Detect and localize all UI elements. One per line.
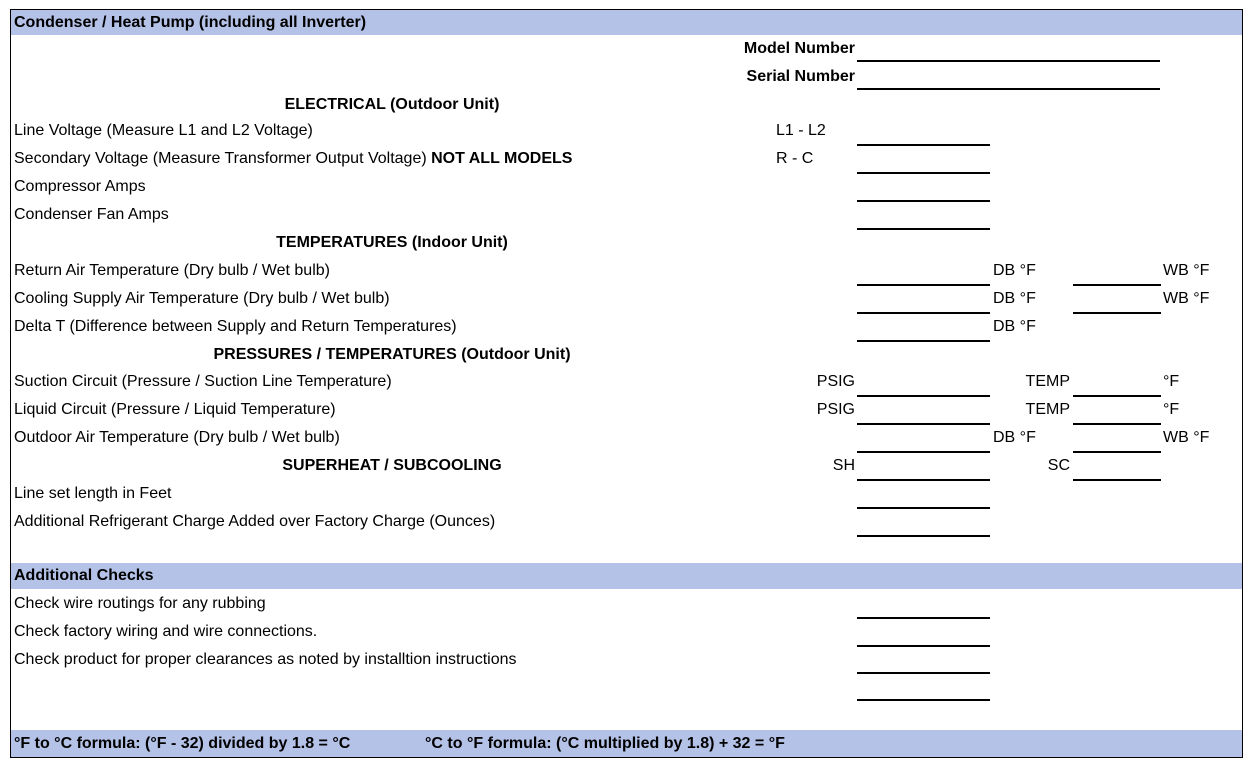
condenser-header: Condenser / Heat Pump (including all Inverter) [14, 14, 367, 31]
return-air-wb-unit: WB °F [1163, 262, 1210, 279]
cooling-supply-label: Cooling Supply Air Temperature (Dry bulb / Wet bulb) [14, 290, 390, 307]
cooling-supply-db-field[interactable] [857, 312, 990, 314]
clearances-label: Check product for proper clearances as noted by installtion instructions [14, 651, 517, 668]
secondary-voltage-label: Secondary Voltage (Measure Transformer Output Voltage) [14, 150, 427, 167]
cooling-supply-wb-unit: WB °F [1163, 290, 1210, 307]
sc-label: SC [1047, 457, 1070, 474]
superheat-field[interactable] [857, 479, 990, 481]
extra-check-field[interactable] [857, 699, 990, 701]
suction-psig-field[interactable] [857, 395, 990, 397]
subcooling-field[interactable] [1073, 479, 1161, 481]
l1-l2-label: L1 - L2 [776, 122, 826, 139]
serial-number-field[interactable] [857, 88, 1160, 90]
cooling-supply-db-unit: DB °F [993, 290, 1036, 307]
delta-t-field[interactable] [857, 340, 990, 342]
serial-number-label: Serial Number [746, 68, 855, 85]
liquid-psig-field[interactable] [857, 423, 990, 425]
liquid-circuit-label: Liquid Circuit (Pressure / Liquid Temperature) [14, 401, 336, 418]
delta-t-db-unit: DB °F [993, 318, 1036, 335]
additional-charge-field[interactable] [857, 535, 990, 537]
wire-routings-label: Check wire routings for any rubbing [14, 595, 266, 612]
outdoor-air-label: Outdoor Air Temperature (Dry bulb / Wet bulb) [14, 429, 340, 446]
line-voltage-label: Line Voltage (Measure L1 and L2 Voltage) [14, 122, 313, 139]
line-set-length-label: Line set length in Feet [14, 485, 172, 502]
outdoor-air-db-field[interactable] [857, 451, 990, 453]
liquid-psig-label: PSIG [816, 401, 855, 418]
r-c-label: R - C [776, 150, 814, 167]
liquid-temp-field[interactable] [1073, 423, 1161, 425]
electrical-heading: ELECTRICAL (Outdoor Unit) [284, 96, 500, 113]
outdoor-air-wb-unit: WB °F [1163, 429, 1210, 446]
c-to-f-formula: °C to °F formula: (°C multiplied by 1.8) + 32 = °F [425, 735, 785, 752]
liquid-temp-label: TEMP [1025, 401, 1070, 418]
compressor-amps-field[interactable] [857, 200, 990, 202]
temperatures-heading: TEMPERATURES (Indoor Unit) [276, 234, 508, 251]
additional-charge-label: Additional Refrigerant Charge Added over Factory Charge (Ounces) [14, 513, 496, 530]
return-air-label: Return Air Temperature (Dry bulb / Wet bulb) [14, 262, 330, 279]
outdoor-air-db-unit: DB °F [993, 429, 1036, 446]
factory-wiring-label: Check factory wiring and wire connections. [14, 623, 318, 640]
suction-temp-field[interactable] [1073, 395, 1161, 397]
sh-label: SH [832, 457, 855, 474]
suction-temp-unit: °F [1163, 373, 1180, 390]
pressures-heading: PRESSURES / TEMPERATURES (Outdoor Unit) [213, 346, 571, 363]
outdoor-air-wb-field[interactable] [1073, 451, 1161, 453]
condenser-fan-amps-field[interactable] [857, 228, 990, 230]
liquid-temp-unit: °F [1163, 401, 1180, 418]
model-number-label: Model Number [743, 40, 855, 57]
return-air-db-unit: DB °F [993, 262, 1036, 279]
line-voltage-field[interactable] [857, 144, 990, 146]
secondary-voltage-field[interactable] [857, 172, 990, 174]
secondary-voltage-row [14, 150, 572, 168]
return-air-db-field[interactable] [857, 284, 990, 286]
not-all-models-note: NOT ALL MODELS [431, 150, 573, 167]
additional-checks-header: Additional Checks [14, 567, 154, 584]
model-number-field[interactable] [857, 60, 1160, 62]
factory-wiring-field[interactable] [857, 645, 990, 647]
superheat-heading: SUPERHEAT / SUBCOOLING [282, 457, 502, 474]
suction-circuit-label: Suction Circuit (Pressure / Suction Line Temperature) [14, 373, 392, 390]
f-to-c-formula: °F to °C formula: (°F - 32) divided by 1.8 = °C [14, 735, 351, 752]
suction-temp-label: TEMP [1025, 373, 1070, 390]
suction-psig-label: PSIG [816, 373, 855, 390]
additional-checks-band [11, 563, 1242, 589]
delta-t-label: Delta T (Difference between Supply and Return Temperatures) [14, 318, 457, 335]
wire-routings-field[interactable] [857, 617, 990, 619]
return-air-wb-field[interactable] [1073, 284, 1161, 286]
line-set-length-field[interactable] [857, 507, 990, 509]
cooling-supply-wb-field[interactable] [1073, 312, 1161, 314]
condenser-fan-amps-label: Condenser Fan Amps [14, 206, 169, 223]
compressor-amps-label: Compressor Amps [14, 178, 146, 195]
clearances-field[interactable] [857, 672, 990, 674]
